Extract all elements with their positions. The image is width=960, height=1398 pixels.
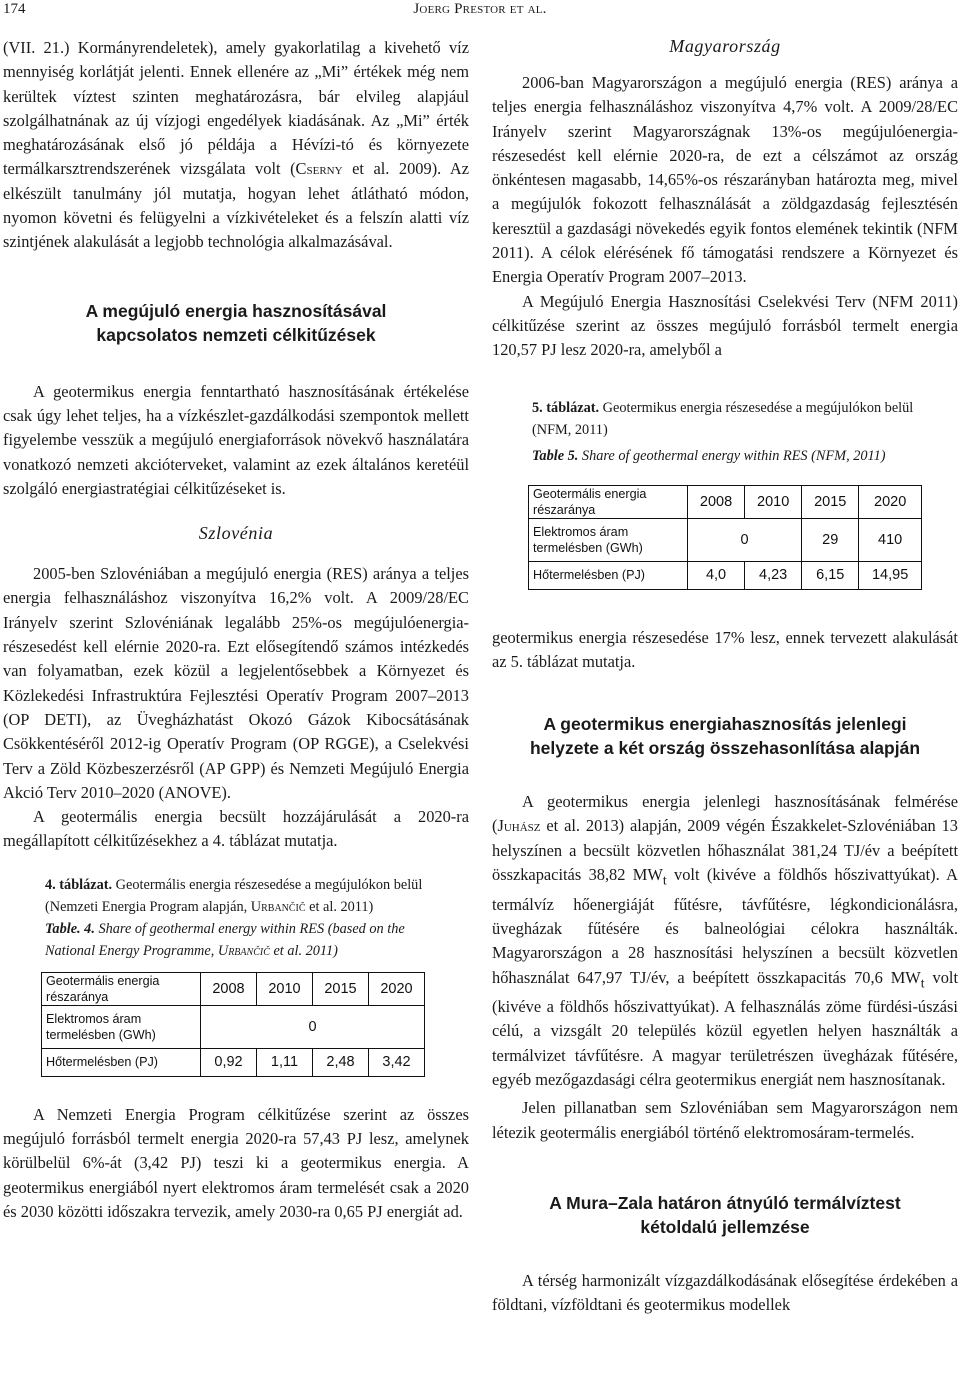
paragraph-geothermal-share: geotermikus energia részesedése 17% lesz, ennek tervezett alakulását az 5. táblázat mutatja. <box>492 627 958 671</box>
table-row-label: Hőtermelésben (PJ) <box>529 561 688 589</box>
table-year-cell: 2008 <box>201 972 257 1005</box>
page-header <box>0 0 960 26</box>
heading-line: kapcsolatos nemzeti célkitűzések <box>96 324 376 345</box>
paragraph-text: A geotermikus energia jelenlegi hasznosításának felmérése ( <box>492 792 958 836</box>
section-heading-national-targets <box>3 299 469 347</box>
caption-text: et al. 2011) <box>305 898 374 915</box>
table-row-label: Hőtermelésben (PJ) <box>42 1048 201 1076</box>
table-cell: 1,11 <box>257 1048 313 1076</box>
table-year-cell: 2015 <box>313 972 369 1005</box>
table5-caption-en <box>492 445 958 467</box>
table-row-label: Elektromos áram termelésben (GWh) <box>529 518 688 561</box>
table5-caption-hu <box>492 397 958 441</box>
paragraph-geothermal-assessment: A geotermikus energia fenntartható hasznosításának értékelése csak úgy lehet teljes, ha a vízkészlet-gazdálkodási szempontok mellett figyelembe vesszük a megújuló energiaforrások növekvő használatára vonatkozó nemzeti akcióterveket, valamint az ezek általános keretéül szolgáló energiastratégiai célkitűzéseket is. <box>3 381 469 498</box>
caption-text: Geotermikus energia részesedése a megújulókon belül (NFM, 2011) <box>532 399 914 438</box>
table-cell: 3,42 <box>369 1048 425 1076</box>
paragraph-national-energy-program: A Nemzeti Energia Program célkitűzése szerint az összes megújuló forrásból termelt energia 2020-ra 57,43 PJ lesz, amelynek körülbelül 6%-át (3,42 PJ) teszi ki a geotermikus energia. A geotermikus energiából nyert elektromos áram termelését csak a 2020 és 2030 közötti időszakra tervezik, amely 2030-ra 0,65 PJ energiát ad. <box>3 1104 469 1221</box>
table5 <box>528 485 922 590</box>
table-cell: 4,23 <box>745 561 802 589</box>
right-column <box>492 36 958 1317</box>
table4-caption <box>3 874 469 962</box>
paragraph-no-electricity: Jelen pillanatban sem Szlovéniában sem Magyarországon nem létezik geotermális energiából történő elektromosáram-termelés. <box>492 1098 958 1142</box>
paragraph-harmonized-management: A térség harmonizált vízgazdálkodásának elősegítése érdekében a földtani, vízföldtani és geotermikus modellek <box>492 1270 958 1315</box>
paragraph-text: volt (kivéve a földhős hőszivattyúkat). A felhasználás zöme fürdési-úszási célú, a vizsgált 20 település közül egyetlen helyen használták a termálvizet távfűtésre. A magyar területrészen üvegházak fűtésére, egyéb mezőgazdasági célra geotermikus energiát nem hasznosítanak. <box>492 967 958 1089</box>
heading-line: kétoldalú jellemzése <box>640 1216 810 1237</box>
caption-text: et al. 2011) <box>269 942 338 959</box>
caption-text: Share of geothermal energy within RES (NFM, 2011) <box>578 447 886 464</box>
heading-line: A Mura–Zala határon átnyúló termálvíztest <box>549 1192 901 1213</box>
table-year-cell: 2010 <box>257 972 313 1005</box>
table-cell: 6,15 <box>802 561 859 589</box>
table5-caption <box>492 397 958 467</box>
table-cell: 0,92 <box>201 1048 257 1076</box>
running-head: Joerg Prestor et al. <box>413 1 547 17</box>
paragraph-mi-values <box>3 36 469 255</box>
section-heading-mura-zala <box>492 1191 958 1239</box>
table-row <box>42 1005 425 1048</box>
paragraph-table4-ref: A geotermális energia becsült hozzájárulását a 2020-ra megállapított célkitűzésekhez a 4. táblázat mutatja. <box>3 807 469 851</box>
table-cell: 0 <box>688 518 802 561</box>
subheading-slovenia: Szlovénia <box>198 523 274 544</box>
caption-text: Share of geothermal energy within RES (based on the National Energy Programme, <box>45 920 405 959</box>
table-cell: 29 <box>802 518 859 561</box>
heading-line: A geotermikus energiahasznosítás jelenlegi <box>543 714 907 735</box>
table-cell: 410 <box>859 518 922 561</box>
table-year-cell: 2015 <box>802 485 859 518</box>
table4-caption-hu <box>3 874 469 918</box>
caption-number: 4. táblázat. <box>45 876 113 893</box>
table-row <box>529 518 922 561</box>
table-header-row <box>529 485 922 518</box>
paragraph-text: (VII. 21.) Kormányrendeletek), amely gyakorlatilag a kivehető víz mennyiség korlátját jelenti. Ennek ellenére az „Mi” értékek még nem kerültek víztest szinten meghatározásra, bár elvileg alapjául szolgálhatnának az új vízjogi engedélyek kiadásának. Az „Mi” érték meghatározásának első jó példája a Hévízi-tó és környezete termálkarsztrendszerének vizsgálata volt ( <box>3 38 469 179</box>
table-header-row <box>42 972 425 1005</box>
table-row <box>42 1048 425 1076</box>
section-heading-current-status <box>492 712 958 760</box>
subheading-hungary: Magyarország <box>669 36 781 56</box>
heading-line: helyzete a két ország összehasonlítása alapján <box>529 738 921 759</box>
table-year-cell: 2020 <box>369 972 425 1005</box>
table-year-cell: 2008 <box>688 485 745 518</box>
paragraph-action-plan: A Megújuló Energia Hasznosítási Cselekvési Terv (NFM 2011) célkitűzése szerint az összes megújuló forrásból termelt energia 120,57 PJ lesz 2020-ra, amelyből a <box>492 291 958 360</box>
paragraph-text: et al. 2009). Az elkészült tanulmány jól mutatja, hogyan lehet átlátható módon, nyomon követni és felügyelni a vízkivételeket és a felszín alatti víz szintjének alakulását a legjobb technológia alkalmazásával. <box>3 159 469 252</box>
author-name: Urbančič <box>250 898 306 915</box>
table-year-cell: 2010 <box>745 485 802 518</box>
paragraph-slovenia-res: 2005-ben Szlovéniában a megújuló energia (RES) aránya a teljes energia felhasználáshoz viszonyítva 16,2% volt. A 2009/28/EC Irányelv szerint Szlovéniának legalább 25%-os megújulóenergia-részesedést kell elérnie 2020-ra. Ezt elősegítendő számos intézkedés van folyamatban, ezek közül a legjelentősebbek a Környezet és Közlekedési Infrastruktúra Fejlesztési Operatív Program 2007–2013 (OP DETI), az Üvegházhatást Okozó Gázok Kibocsátásának Csökkentéséről 2012-ig Operatív Program (OP RGGE), a Cselekvési Terv a Zöld Közbeszerzésről (AP GPP) és Nemzeti Megújuló Energia Akció Terv 2010–2020 (ANOVE). <box>3 564 469 802</box>
author-name: Juhász <box>497 816 541 836</box>
table4 <box>41 972 425 1077</box>
table-header-label: Geotermális energia részaránya <box>529 485 688 518</box>
caption-number: Table 5. <box>532 447 579 464</box>
caption-text: Geotermális energia részesedése a megújulókon belül (Nemzeti Energia Program alapján, <box>45 876 423 915</box>
table-header-label: Geotermális energia részaránya <box>42 972 201 1005</box>
paragraph-text: et al. 2013) alapján, 2009 végén Északkelet-Szlovéniában 13 helyszínen a becsült közvetlen hőhasználat 381,24 TJ/év a beépített összkapacitás 38,82 MW <box>492 816 958 885</box>
table-row-label: Elektromos áram termelésben (GWh) <box>42 1005 201 1048</box>
subscript: t <box>662 872 667 888</box>
table-cell: 14,95 <box>859 561 922 589</box>
table-cell: 4,0 <box>688 561 745 589</box>
paragraph-current-use <box>492 790 958 1092</box>
paragraph-hungary-res: 2006-ban Magyarországon a megújuló energia (RES) aránya a teljes energia felhasználáshoz viszonyítva 4,7% volt. A 2009/28/EC Irányelv szerint Magyarországnak 13%-os megújulóenergia-részesedést kell elérnie 2020-ra, de ezt a célszámot az ország önkéntesen magasabb, 14,65%-os részarányban határozta meg, mivel a megújulók fokozott felhasználását a zöldgazdaság fejlesztésén keresztül a gazdasági növekedés egyik fontos elemének tekintik (NFM 2011). A célok elérésének fő támogatási rendszere a Környezet és Energia Operatív Program 2007–2013. <box>492 73 958 287</box>
author-name: Urbančič <box>217 942 270 959</box>
page-number: 174 <box>3 1 26 17</box>
table-cell: 2,48 <box>313 1048 369 1076</box>
caption-number: 5. táblázat. <box>532 399 600 416</box>
table-year-cell: 2020 <box>859 485 922 518</box>
subscript: t <box>920 974 925 990</box>
author-name: Cserny <box>295 159 343 179</box>
left-column <box>3 36 469 1224</box>
paragraph-text: volt (kivéve a földhős hőszivattyúkat). A termálvíz hőenergiáját fűtésre, távfűtésre, légkondicionálásra, üvegházak fűtésére és balneológiai célokra használták. Magyarországon a 28 hasznosítási helyszínen a becsült közvetlen hőhasználat 647,97 TJ/év, a beépített összkapacitás 70,6 MW <box>492 865 958 987</box>
caption-number: Table. 4. <box>45 920 95 937</box>
table4-caption-en <box>3 918 469 962</box>
table-cell: 0 <box>201 1005 425 1048</box>
heading-line: A megújuló energia hasznosításával <box>85 300 387 321</box>
table-row <box>529 561 922 589</box>
